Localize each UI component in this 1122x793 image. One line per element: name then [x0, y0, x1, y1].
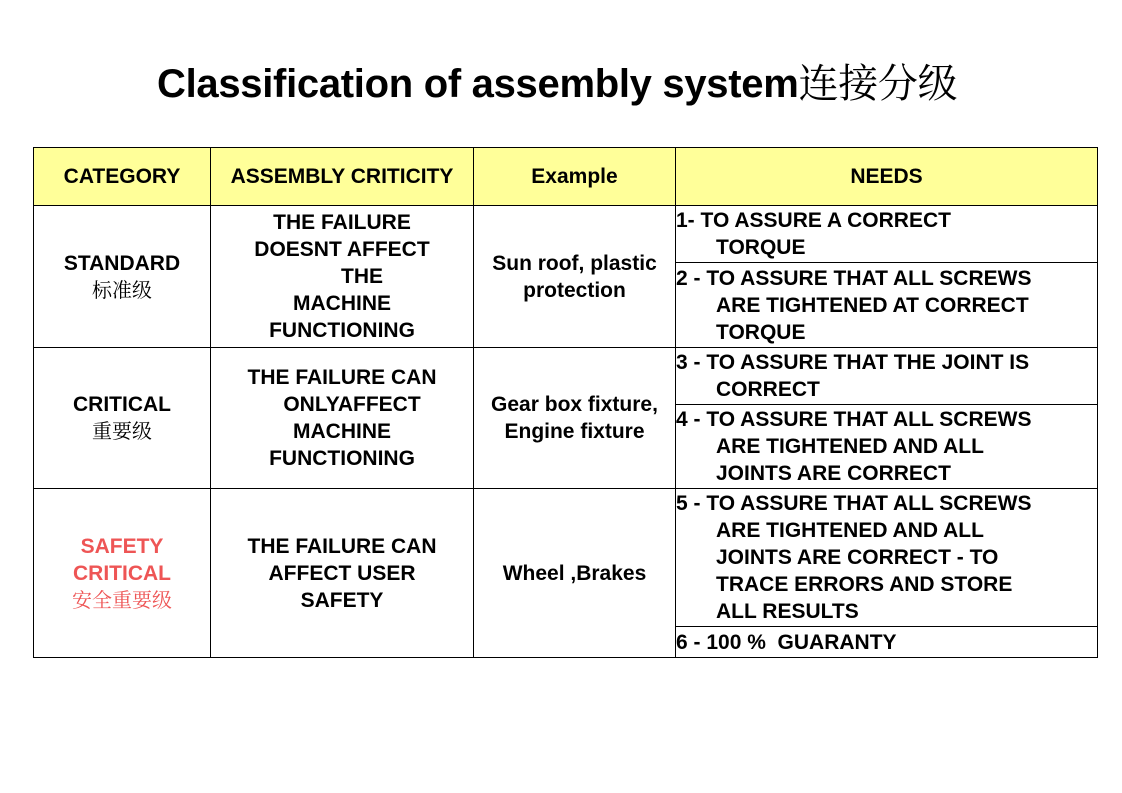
criticity-line: SAFETY: [300, 588, 384, 612]
header-category: CATEGORY: [34, 148, 211, 206]
need-cell-2: [676, 263, 1098, 348]
table-row: [34, 489, 1098, 627]
need-line: ARE TIGHTENED AND ALL: [716, 519, 984, 542]
criticity-line: FUNCTIONING: [269, 319, 415, 342]
category-cell-safety-critical: [34, 489, 211, 658]
classification-table: [33, 147, 1098, 658]
need-line: ARE TIGHTENED AT CORRECT: [716, 293, 1029, 317]
need-line: 1- TO ASSURE A CORRECT: [676, 209, 951, 232]
category-label: CRITICAL: [73, 561, 171, 585]
need-line: ALL RESULTS: [716, 600, 859, 623]
need-line: 5 - TO ASSURE THAT ALL SCREWS: [676, 492, 1032, 515]
header-criticity: ASSEMBLY CRITICITY: [211, 148, 474, 206]
criticity-line: DOESNT AFFECT: [254, 238, 430, 261]
need-line: 3 - TO ASSURE THAT THE JOINT IS: [676, 351, 1030, 374]
category-label: STANDARD: [63, 251, 181, 275]
table-header-row: [34, 148, 1098, 206]
title-main: Classification of assembly system: [157, 62, 799, 106]
need-cell-1: [676, 206, 1098, 263]
need-line: 6 - 100 % GUARANTY: [676, 630, 897, 654]
example-line: protection: [523, 278, 626, 302]
header-needs: NEEDS: [676, 148, 1098, 206]
criticity-line: MACHINE: [293, 420, 391, 443]
criticity-cell-safety-critical: [211, 489, 474, 658]
criticity-line: THE: [341, 265, 383, 288]
need-line: ARE TIGHTENED AND ALL: [716, 435, 984, 458]
category-cell-standard: [34, 206, 211, 348]
table-row: [34, 348, 1098, 405]
criticity-line: AFFECT USER: [268, 561, 416, 585]
example-line: Sun roof, plastic: [492, 251, 657, 275]
need-line: TRACE ERRORS AND STORE: [716, 573, 1013, 596]
category-cell-critical: [34, 348, 211, 489]
page-title: [0, 52, 1122, 109]
title-cjk: 连接分级: [798, 61, 958, 107]
example-line: Wheel ,Brakes: [502, 561, 647, 585]
criticity-line: FUNCTIONING: [269, 447, 415, 470]
criticity-line: MACHINE: [293, 292, 391, 315]
example-cell-critical: [474, 348, 676, 489]
header-example: Example: [474, 148, 676, 206]
category-label: SAFETY: [80, 534, 164, 558]
example-line: Engine fixture: [504, 420, 645, 443]
criticity-line: THE FAILURE CAN: [247, 534, 437, 558]
need-line: TORQUE: [716, 320, 806, 344]
need-line: JOINTS ARE CORRECT - TO: [716, 546, 999, 569]
need-cell-5: [676, 489, 1098, 627]
criticity-line: THE FAILURE CAN: [247, 366, 437, 389]
criticity-cell-standard: [211, 206, 474, 348]
need-line: 4 - TO ASSURE THAT ALL SCREWS: [676, 408, 1032, 431]
criticity-cell-critical: [211, 348, 474, 489]
need-line: TORQUE: [716, 236, 806, 259]
need-cell-3: [676, 348, 1098, 405]
criticity-line: THE FAILURE: [273, 211, 411, 234]
need-cell-4: [676, 405, 1098, 489]
example-line: Gear box fixture,: [491, 393, 658, 416]
category-label-cn: 安全重要级: [72, 587, 172, 612]
category-label-cn: 重要级: [92, 419, 152, 443]
need-line: CORRECT: [716, 378, 820, 401]
need-line: 2 - TO ASSURE THAT ALL SCREWS: [676, 266, 1032, 290]
category-label: CRITICAL: [73, 393, 171, 416]
table-row: [34, 206, 1098, 263]
example-cell-standard: [474, 206, 676, 348]
criticity-line: ONLYAFFECT: [283, 393, 421, 416]
need-cell-6: [676, 627, 1098, 658]
need-line: JOINTS ARE CORRECT: [716, 462, 951, 485]
category-label-cn: 标准级: [92, 277, 152, 302]
example-cell-safety-critical: [474, 489, 676, 658]
